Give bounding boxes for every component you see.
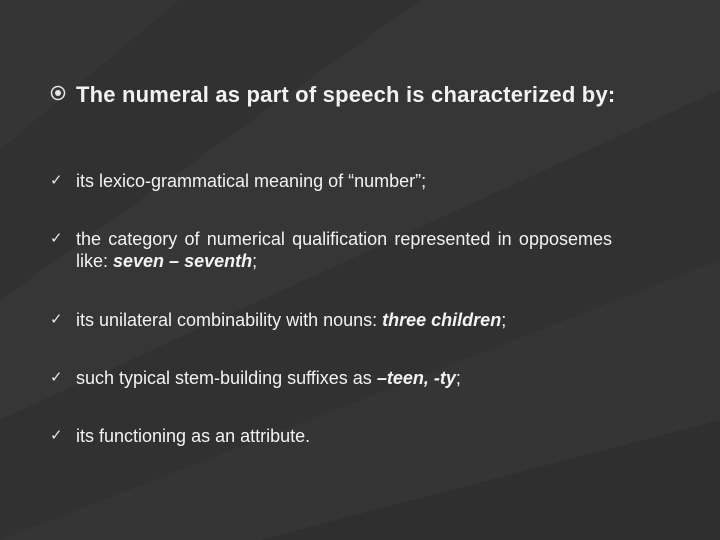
target-bullet-icon xyxy=(50,80,76,110)
slide-heading: The numeral as part of speech is characterized by: xyxy=(76,82,616,107)
list-item-text xyxy=(76,309,506,331)
checkmark-icon: ✓ xyxy=(50,172,63,189)
list-item xyxy=(50,367,612,389)
list-item-text xyxy=(76,228,612,272)
list-item xyxy=(50,170,612,192)
list-item-text: its functioning as an attribute. xyxy=(76,426,311,446)
list-item-emphasis: seven – seventh xyxy=(113,251,253,271)
list-item-text-part: the category of numerical qualification represented in opposemes like: xyxy=(76,229,612,271)
list-item-text-part: its unilateral combinability with nouns: xyxy=(76,310,383,330)
list-item-text-part: ; xyxy=(501,310,507,330)
list-item xyxy=(50,425,612,447)
list-item-emphasis: three children xyxy=(382,310,502,330)
list-item-emphasis: –teen, -ty xyxy=(376,368,456,388)
checkmark-icon: ✓ xyxy=(50,369,63,386)
list-item-text-part: ; xyxy=(252,251,258,271)
list-item-text: its lexico-grammatical meaning of “number”; xyxy=(76,171,427,191)
list-item-text-part: such typical stem-building suffixes as xyxy=(76,368,377,388)
list-item xyxy=(50,228,612,272)
checkmark-icon: ✓ xyxy=(50,230,63,247)
list-item-text-part: ; xyxy=(455,368,461,388)
checkmark-icon: ✓ xyxy=(50,311,63,328)
checkmark-icon: ✓ xyxy=(50,427,63,444)
slide-heading-row xyxy=(50,80,630,110)
list-item xyxy=(50,309,612,331)
list-item-text xyxy=(76,367,461,389)
